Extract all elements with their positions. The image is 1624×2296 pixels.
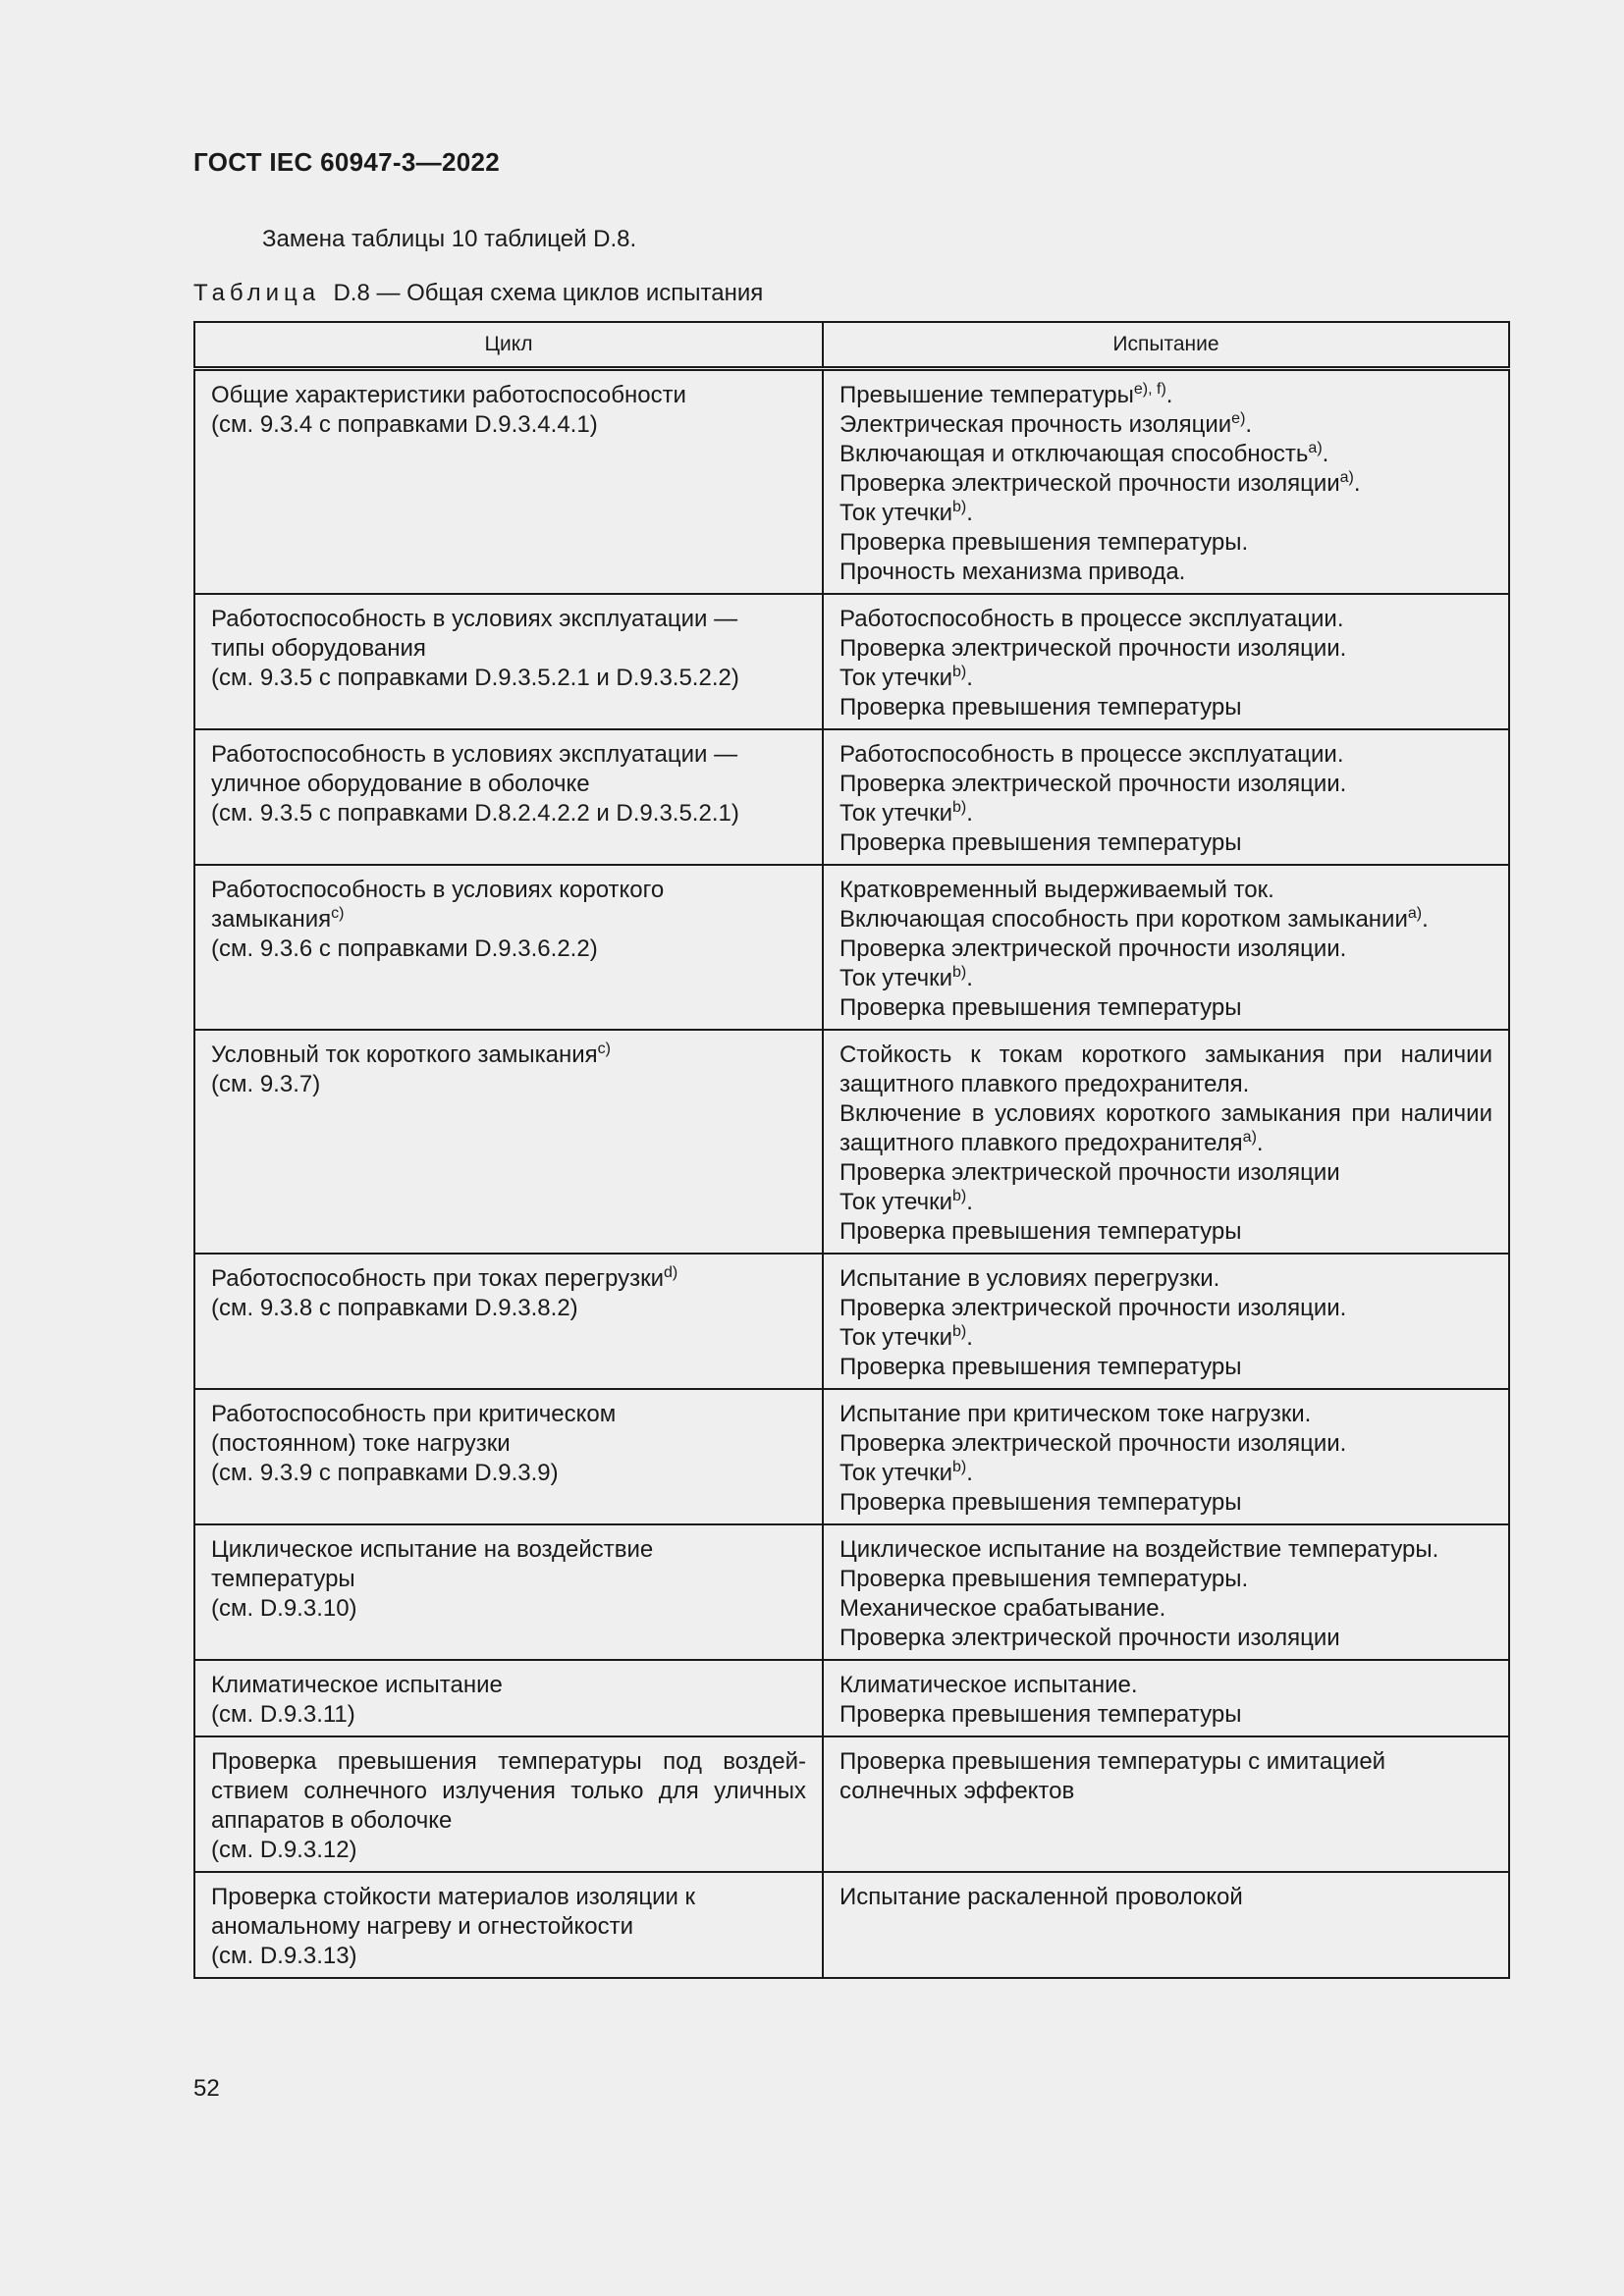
test-cell [823, 1254, 1509, 1389]
cell-line [839, 1294, 1492, 1323]
line-text: Кратковременный выдерживаемый ток. [839, 877, 1274, 903]
line-end: . [1245, 411, 1253, 438]
line-text: Проверка превышения температуры [839, 1354, 1242, 1380]
line-text: Работоспособность в процессе эксплуатации. [839, 606, 1344, 632]
cycle-cell [194, 594, 823, 729]
table-row [194, 1660, 1509, 1736]
cell-line [839, 1400, 1492, 1429]
test-cell [823, 1030, 1509, 1254]
footnote-ref: c) [331, 905, 345, 922]
cell-line [211, 1264, 806, 1294]
cell-line [211, 664, 806, 693]
cell-line [211, 1041, 806, 1070]
line-text: аномальному нагреву и огнестойкости [211, 1913, 634, 1940]
table-row [194, 1389, 1509, 1524]
line-text: уличное оборудование в оболочке [211, 771, 590, 797]
footnote-ref: a) [1308, 440, 1323, 456]
cell-line [839, 499, 1492, 528]
line-text: Превышение температуры [839, 382, 1134, 408]
cell-line [839, 964, 1492, 993]
cell-line [839, 440, 1492, 469]
line-text: Условный ток короткого замыкания [211, 1041, 598, 1068]
cell-line [839, 799, 1492, 828]
cell-line [839, 1565, 1492, 1594]
cycle-cell [194, 1389, 823, 1524]
line-text: Общие характеристики работоспособности [211, 382, 686, 408]
cell-line [211, 381, 806, 410]
cell-line [211, 1429, 806, 1459]
test-cell [823, 1660, 1509, 1736]
document-header: ГОСТ IEC 60947-3—2022 [193, 147, 500, 177]
cell-line [839, 1429, 1492, 1459]
line-text: защитного плавкого предохранителя [839, 1130, 1243, 1156]
cell-line [211, 1459, 806, 1488]
table-header-row [194, 322, 1509, 369]
table-caption-title: D.8 — Общая схема циклов испытания [333, 280, 764, 306]
line-text: Проверка превышения температуры. [839, 529, 1249, 556]
cell-line [839, 828, 1492, 858]
cell-line [839, 1099, 1492, 1129]
line-text: (см. D.9.3.13) [211, 1943, 357, 1969]
line-text: Ток утечки [839, 965, 952, 991]
line-text: Работоспособность при критическом [211, 1401, 617, 1427]
line-text: (см. D.9.3.10) [211, 1595, 357, 1622]
cycle-cell [194, 1872, 823, 1978]
cell-line [211, 1942, 806, 1971]
cell-line [839, 605, 1492, 634]
cell-line [839, 381, 1492, 410]
cell-line [839, 1535, 1492, 1565]
footnote-ref: b) [951, 499, 967, 515]
footnote-ref: a) [1407, 905, 1423, 922]
line-text: Прочность механизма привода. [839, 559, 1186, 585]
cell-line [211, 1747, 806, 1777]
cell-line [211, 740, 806, 770]
cell-line [211, 605, 806, 634]
cell-line [211, 799, 806, 828]
cell-line [211, 1294, 806, 1323]
cell-line [839, 528, 1492, 558]
test-cell [823, 1389, 1509, 1524]
footnote-ref: b) [951, 964, 967, 981]
line-text: (см. 9.3.6 с поправками D.9.3.6.2.2) [211, 935, 598, 962]
cell-line [211, 634, 806, 664]
line-end: . [1256, 1130, 1264, 1156]
cell-line [839, 1129, 1492, 1158]
line-text: Проверка электрической прочности изоляции [839, 470, 1340, 497]
cell-line [839, 1041, 1492, 1070]
cell-line [211, 1535, 806, 1565]
table-row [194, 1524, 1509, 1660]
line-text: Проверка превышения температуры. [839, 1566, 1249, 1592]
line-text: Проверка электрической прочности изоляции. [839, 1295, 1347, 1321]
line-text: солнечных эффектов [839, 1778, 1075, 1804]
cell-line [839, 410, 1492, 440]
line-text: Проверка превышения температуры [839, 1218, 1242, 1245]
line-text: Работоспособность при токах перегрузки [211, 1265, 664, 1292]
line-end: . [1165, 382, 1173, 408]
cell-line [211, 1777, 806, 1806]
line-text: Проверка превышения температуры [839, 994, 1242, 1021]
table-row [194, 1872, 1509, 1978]
page-number: 52 [193, 2075, 220, 2102]
cell-line [211, 1836, 806, 1865]
cell-line [211, 1883, 806, 1912]
column-header-test: Испытание [823, 322, 1509, 369]
footnote-ref: e) [1231, 410, 1246, 427]
line-text: Испытание раскаленной проволокой [839, 1884, 1243, 1910]
cell-line [839, 469, 1492, 499]
cell-line [839, 993, 1492, 1023]
line-end: . [1422, 906, 1429, 933]
line-text: Проверка электрической прочности изоляции. [839, 771, 1347, 797]
column-header-cycle: Цикл [194, 322, 823, 369]
line-end: . [966, 965, 973, 991]
test-cell [823, 1736, 1509, 1872]
line-text: Проверка стойкости материалов изоляции к [211, 1884, 696, 1910]
line-text: Циклическое испытание на воздействие [211, 1536, 654, 1563]
cycle-cell [194, 369, 823, 595]
line-text: Проверка электрической прочности изоляции. [839, 935, 1347, 962]
footnote-ref: e), f) [1133, 381, 1166, 398]
line-text: Электрическая прочность изоляции [839, 411, 1232, 438]
test-cell [823, 865, 1509, 1030]
test-cell [823, 729, 1509, 865]
cell-line [211, 1806, 806, 1836]
line-text: Проверка электрической прочности изоляции [839, 1159, 1340, 1186]
line-text: Стойкость к токам короткого замыкания при наличии [839, 1041, 1492, 1068]
line-text: Работоспособность в условиях короткого [211, 877, 665, 903]
cell-line [839, 905, 1492, 934]
cell-line [839, 1188, 1492, 1217]
cell-line [211, 1912, 806, 1942]
line-text: типы оборудования [211, 635, 426, 662]
footnote-ref: a) [1242, 1129, 1257, 1146]
cell-line [211, 1565, 806, 1594]
line-text: аппаратов в оболочке [211, 1807, 453, 1834]
line-end: . [966, 1460, 973, 1486]
test-cell [823, 1872, 1509, 1978]
line-text: Ток утечки [839, 1324, 952, 1351]
cell-line [839, 1747, 1492, 1777]
line-text: (см. 9.3.5 с поправками D.9.3.5.2.1 и D.9.3.5.2.2) [211, 665, 739, 691]
cycle-cell [194, 729, 823, 865]
cell-line [211, 876, 806, 905]
table-row [194, 369, 1509, 595]
line-text: ствием солнечного излучения только для уличных [211, 1778, 806, 1804]
cell-line [211, 410, 806, 440]
cell-line [211, 905, 806, 934]
line-text: Ток утечки [839, 500, 952, 526]
table-row [194, 729, 1509, 865]
footnote-ref: b) [951, 799, 967, 816]
footnote-ref: b) [951, 1459, 967, 1475]
cell-line [839, 876, 1492, 905]
cycle-cell [194, 1736, 823, 1872]
cycle-cell [194, 1524, 823, 1660]
cell-line [211, 1070, 806, 1099]
line-text: Проверка превышения температуры под воздей- [211, 1748, 806, 1775]
test-cycles-table [193, 321, 1510, 1979]
table-caption-label: Таблица [193, 280, 321, 306]
test-cell [823, 1524, 1509, 1660]
table-row [194, 1254, 1509, 1389]
line-text: Ток утечки [839, 1460, 952, 1486]
line-end: . [1322, 441, 1329, 467]
footnote-ref: b) [951, 664, 967, 680]
table-row [194, 865, 1509, 1030]
line-text: Проверка превышения температуры [839, 694, 1242, 721]
line-end: . [966, 500, 973, 526]
cell-line [839, 1777, 1492, 1806]
cell-line [211, 934, 806, 964]
line-text: (постоянном) токе нагрузки [211, 1430, 511, 1457]
cycle-cell [194, 1254, 823, 1389]
line-text: Включение в условиях короткого замыкания при наличии [839, 1100, 1492, 1127]
line-text: Проверка электрической прочности изоляции. [839, 635, 1347, 662]
line-text: (см. 9.3.7) [211, 1071, 321, 1097]
cell-line [839, 934, 1492, 964]
cell-line [839, 693, 1492, 722]
line-text: Работоспособность в процессе эксплуатации. [839, 741, 1344, 768]
line-text: замыкания [211, 906, 332, 933]
cycle-cell [194, 1660, 823, 1736]
line-text: Ток утечки [839, 665, 952, 691]
cell-line [839, 1883, 1492, 1912]
line-end: . [966, 665, 973, 691]
cell-line [211, 1594, 806, 1624]
table-row [194, 594, 1509, 729]
line-text: Проверка превышения температуры [839, 829, 1242, 856]
cell-line [839, 1264, 1492, 1294]
test-cell [823, 369, 1509, 595]
line-text: Испытание в условиях перегрузки. [839, 1265, 1220, 1292]
line-text: Проверка электрической прочности изоляции. [839, 1430, 1347, 1457]
line-text: (см. D.9.3.11) [211, 1701, 355, 1728]
cell-line [839, 1624, 1492, 1653]
cycle-cell [194, 1030, 823, 1254]
line-text: Проверка превышения температуры [839, 1489, 1242, 1516]
footnote-ref: c) [597, 1041, 611, 1057]
line-text: (см. 9.3.9 с поправками D.9.3.9) [211, 1460, 559, 1486]
cell-line [839, 1459, 1492, 1488]
footnote-ref: a) [1339, 469, 1354, 486]
cell-line [211, 1671, 806, 1700]
cell-line [839, 1353, 1492, 1382]
line-text: Включающая и отключающая способность [839, 441, 1309, 467]
line-text: Испытание при критическом токе нагрузки. [839, 1401, 1312, 1427]
cell-line [839, 558, 1492, 587]
test-cell [823, 594, 1509, 729]
intro-text: Замена таблицы 10 таблицей D.8. [262, 226, 637, 252]
cell-line [839, 1070, 1492, 1099]
line-text: (см. 9.3.5 с поправками D.8.2.4.2.2 и D.9.3.5.2.1) [211, 800, 739, 827]
cell-line [839, 1323, 1492, 1353]
line-text: Ток утечки [839, 1189, 952, 1215]
line-text: (см. 9.3.8 с поправками D.9.3.8.2) [211, 1295, 578, 1321]
line-text: Климатическое испытание [211, 1672, 503, 1698]
cycle-cell [194, 865, 823, 1030]
line-text: Ток утечки [839, 800, 952, 827]
line-end: . [966, 1189, 973, 1215]
cell-line [211, 1400, 806, 1429]
cell-line [211, 770, 806, 799]
line-text: Проверка превышения температуры [839, 1701, 1242, 1728]
line-text: Проверка превышения температуры с имитацией [839, 1748, 1386, 1775]
cell-line [839, 1158, 1492, 1188]
cell-line [211, 1700, 806, 1730]
line-text: Климатическое испытание. [839, 1672, 1138, 1698]
line-end: . [1353, 470, 1361, 497]
line-end: . [966, 1324, 973, 1351]
line-text: Механическое срабатывание. [839, 1595, 1166, 1622]
line-text: (см. D.9.3.12) [211, 1837, 357, 1863]
line-text: Проверка электрической прочности изоляции [839, 1625, 1340, 1651]
line-text: Включающая способность при коротком замыкании [839, 906, 1408, 933]
cell-line [839, 1671, 1492, 1700]
line-text: Работоспособность в условиях эксплуатации — [211, 741, 738, 768]
cell-line [839, 1488, 1492, 1518]
table-body [194, 369, 1509, 1979]
line-text: Циклическое испытание на воздействие температуры. [839, 1536, 1439, 1563]
footnote-ref: b) [951, 1188, 967, 1204]
line-text: Работоспособность в условиях эксплуатации — [211, 606, 738, 632]
cell-line [839, 664, 1492, 693]
cell-line [839, 770, 1492, 799]
cell-line [839, 1217, 1492, 1247]
cell-line [839, 1700, 1492, 1730]
line-text: температуры [211, 1566, 355, 1592]
footnote-ref: b) [951, 1323, 967, 1340]
table-caption [193, 280, 763, 307]
table-row [194, 1736, 1509, 1872]
line-text: (см. 9.3.4 с поправками D.9.3.4.4.1) [211, 411, 598, 438]
footnote-ref: d) [663, 1264, 678, 1281]
cell-line [839, 1594, 1492, 1624]
line-end: . [966, 800, 973, 827]
cell-line [839, 740, 1492, 770]
cell-line [839, 634, 1492, 664]
line-text: защитного плавкого предохранителя. [839, 1071, 1250, 1097]
table-row [194, 1030, 1509, 1254]
